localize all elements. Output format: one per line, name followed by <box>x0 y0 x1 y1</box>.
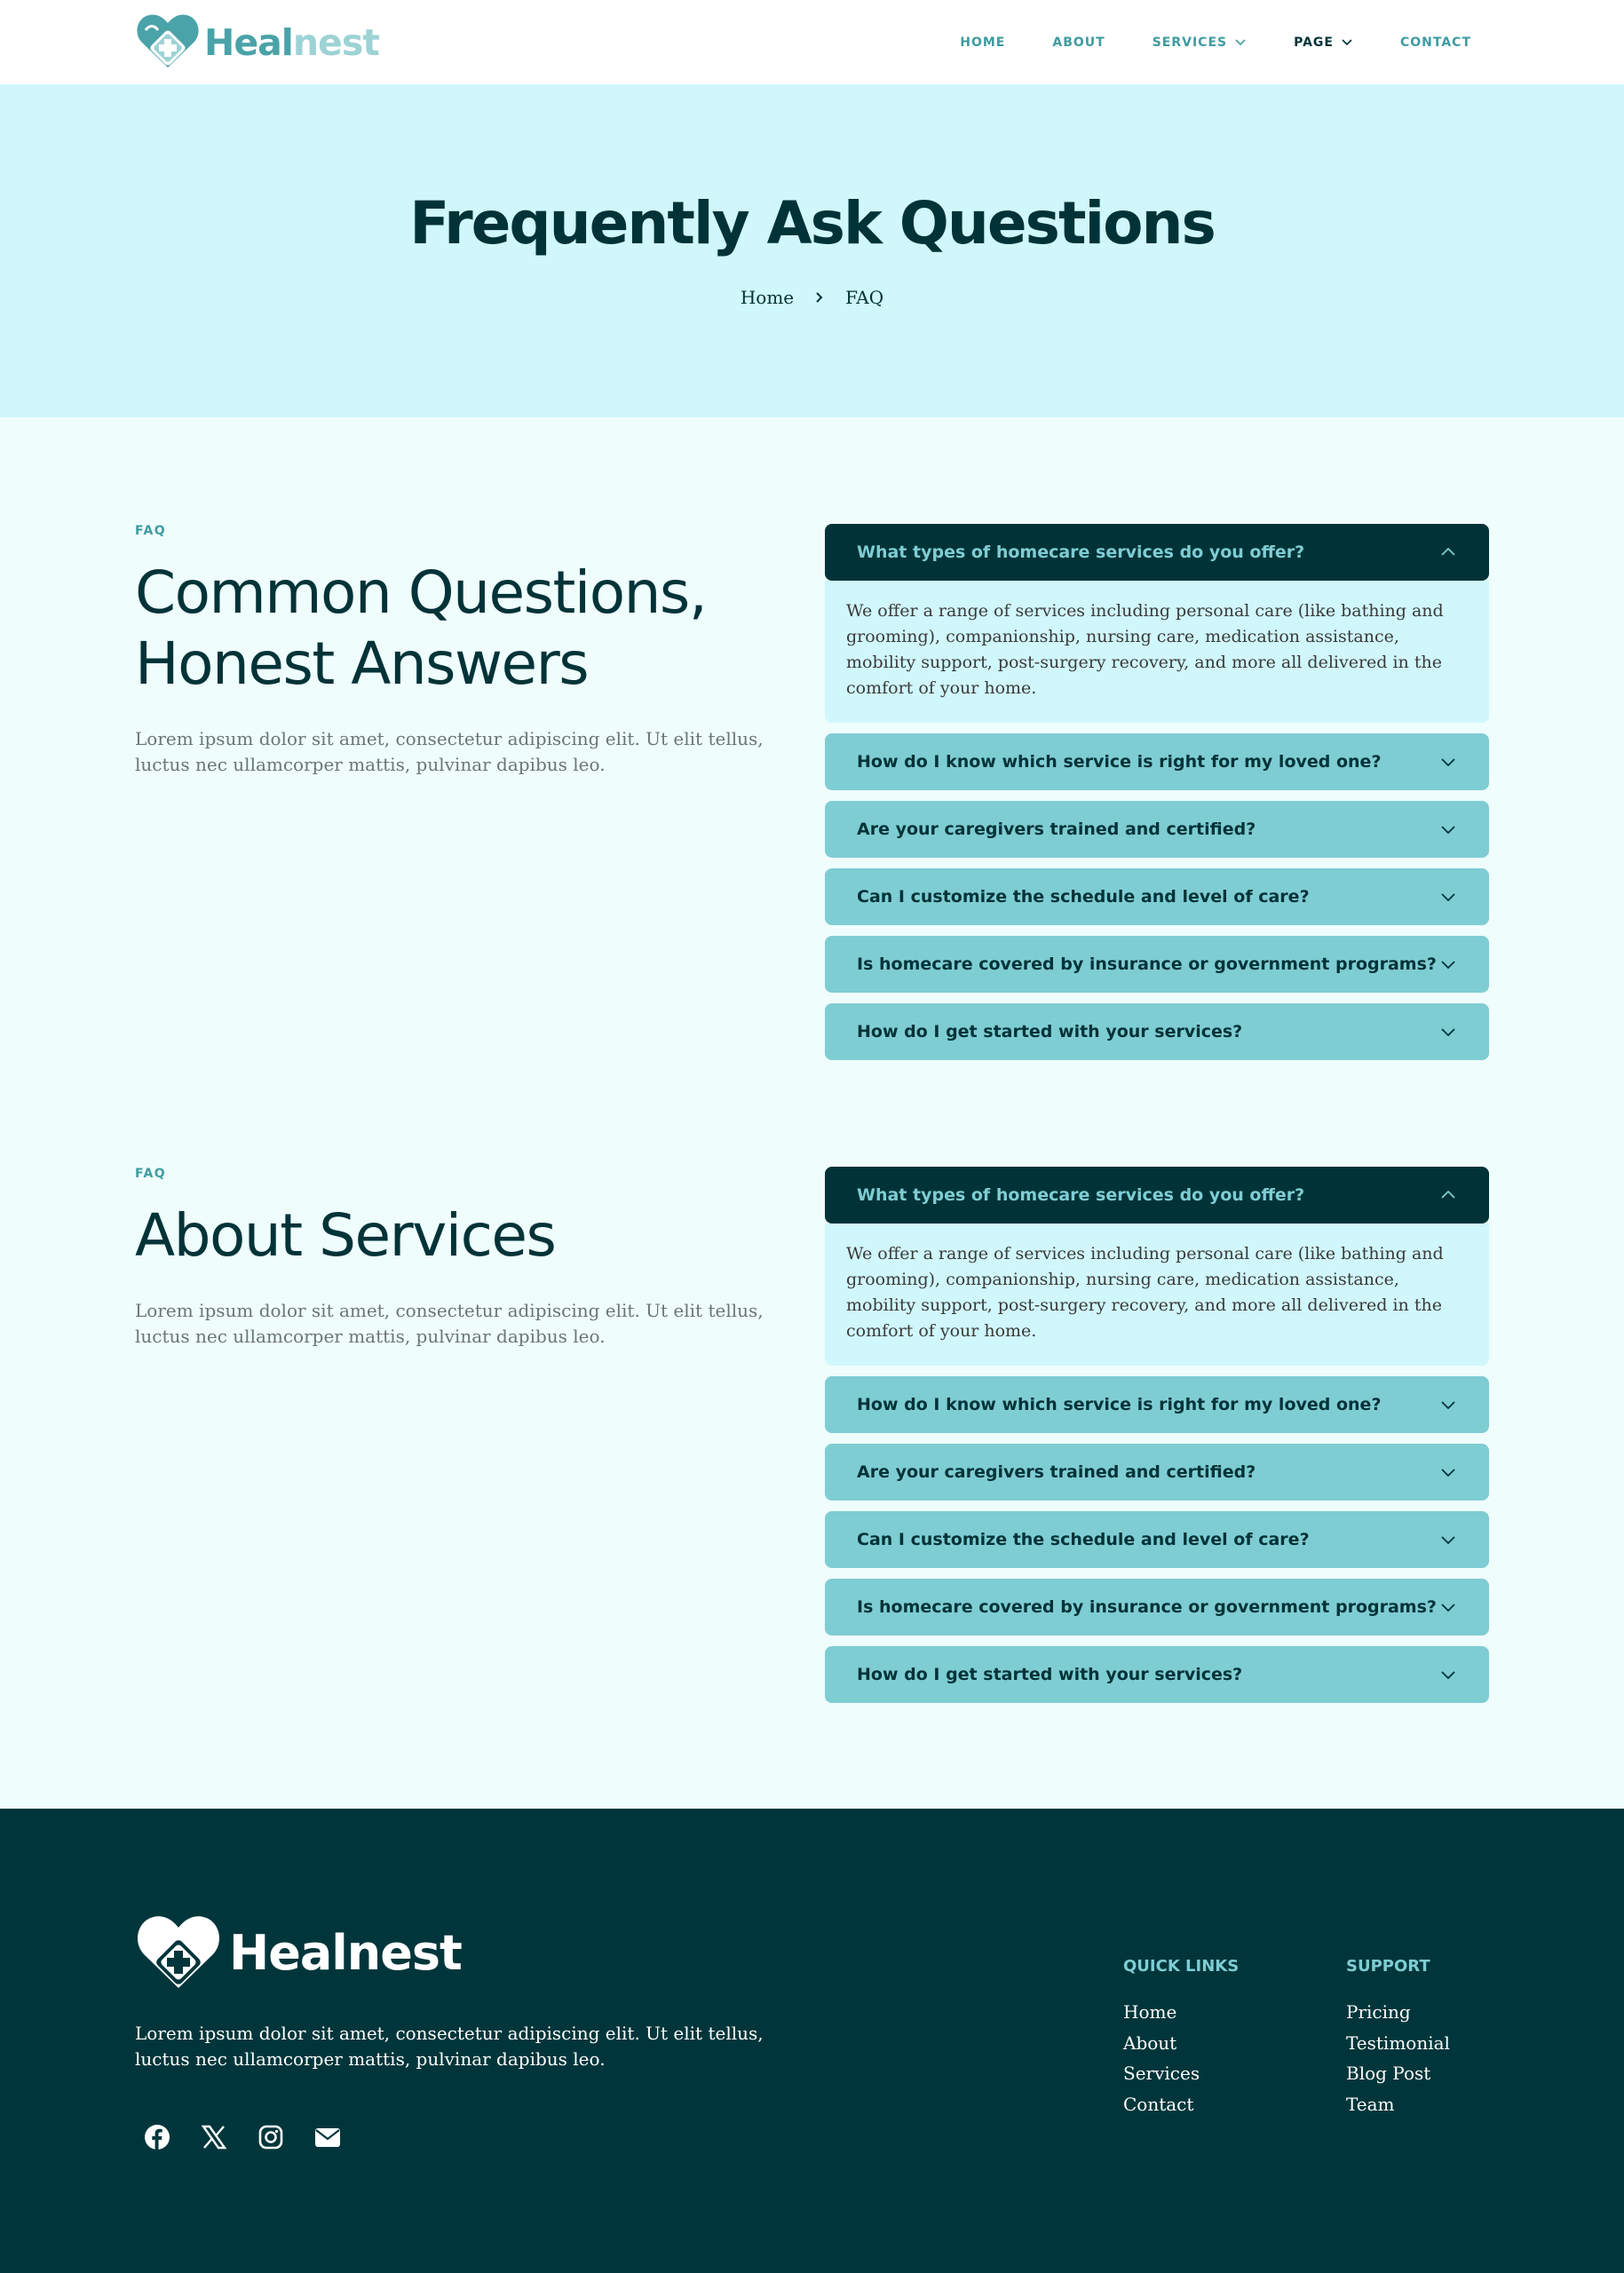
faq-question-toggle[interactable]: Can I customize the schedule and level of care? <box>825 868 1489 925</box>
faq-question-toggle[interactable]: How do I get started with your services? <box>825 1646 1489 1703</box>
main-nav <box>913 0 1471 84</box>
footer-link-services[interactable]: Services <box>1123 2063 1200 2084</box>
faq-item <box>825 1511 1489 1568</box>
footer-link-team[interactable]: Team <box>1346 2093 1395 2115</box>
social-links <box>144 2124 341 2150</box>
faq-item <box>825 936 1489 993</box>
chevron-up-icon <box>1439 543 1457 561</box>
footer-logo[interactable] <box>135 1913 462 1992</box>
section-description: Lorem ipsum dolor sit amet, consectetur adipiscing elit. Ut elit tellus, luctus nec ullamcorper mattis, pulvinar dapibus leo. <box>135 1300 764 1347</box>
chevron-down-icon <box>1439 1463 1457 1481</box>
envelope-icon[interactable] <box>314 2124 341 2150</box>
faq-answer: We offer a range of services including personal care (like bathing and grooming), companionship, nursing care, medication assistance, mobility support, post-surgery recovery, and more all delivered in the comfort of your home. <box>825 1224 1489 1366</box>
breadcrumb <box>0 287 1624 308</box>
faq-question-toggle[interactable]: Are your caregivers trained and certified? <box>825 1444 1489 1501</box>
faq-item <box>825 1376 1489 1433</box>
section-title: Common Questions, Honest Answers <box>135 558 707 698</box>
chevron-down-icon <box>1439 955 1457 973</box>
nav-about[interactable]: ABOUT <box>1052 35 1105 50</box>
footer-link-pricing[interactable]: Pricing <box>1346 2001 1411 2023</box>
nav-contact[interactable]: CONTACT <box>1399 35 1471 50</box>
faq-question-toggle[interactable]: What types of homecare services do you offer? <box>825 1167 1489 1224</box>
instagram-icon[interactable] <box>257 2124 284 2150</box>
breadcrumb-home[interactable]: Home <box>740 287 795 308</box>
footer-link-contact[interactable]: Contact <box>1123 2093 1194 2115</box>
chevron-right-icon <box>813 291 826 304</box>
faq-question-toggle[interactable]: How do I know which service is right for my loved one? <box>825 733 1489 790</box>
facebook-icon[interactable] <box>144 2124 170 2150</box>
chevron-down-icon <box>1341 36 1353 49</box>
chevron-up-icon <box>1439 1186 1457 1204</box>
faq-accordion <box>825 524 1489 1071</box>
section-eyebrow: FAQ <box>135 1167 167 1181</box>
chevron-down-icon <box>1439 1598 1457 1616</box>
faq-item <box>825 1167 1489 1366</box>
chevron-down-icon <box>1439 820 1457 838</box>
chevron-down-icon <box>1439 888 1457 906</box>
footer-description: Lorem ipsum dolor sit amet, consectetur adipiscing elit. Ut elit tellus, luctus nec ullamcorper mattis, pulvinar dapibus leo. <box>135 2023 764 2070</box>
footer-support <box>1346 1957 1450 2119</box>
nav-services[interactable]: SERVICES <box>1153 36 1247 50</box>
footer-brand-name: Healnest <box>229 1924 462 1981</box>
chevron-down-icon <box>1234 36 1247 49</box>
footer-column-heading: QUICK LINKS <box>1123 1957 1240 1976</box>
faq-section-common <box>135 524 1489 1041</box>
footer-quick-links <box>1123 1957 1239 2119</box>
faq-question-toggle[interactable]: Is homecare covered by insurance or government programs? <box>825 1579 1489 1635</box>
faq-answer: We offer a range of services including personal care (like bathing and grooming), companionship, nursing care, medication assistance, mobility support, post-surgery recovery, and more all delivered in the comfort of your home. <box>825 581 1489 723</box>
faq-item <box>825 1579 1489 1635</box>
footer-link-about[interactable]: About <box>1123 2031 1177 2054</box>
section-description: Lorem ipsum dolor sit amet, consectetur adipiscing elit. Ut elit tellus, luctus nec ullamcorper mattis, pulvinar dapibus leo. <box>135 728 764 775</box>
faq-question-toggle[interactable]: What types of homecare services do you offer? <box>825 524 1489 581</box>
brand-name: Healnest <box>204 21 379 64</box>
faq-question-toggle[interactable]: Are your caregivers trained and certified? <box>825 801 1489 858</box>
nav-page[interactable]: PAGE <box>1294 36 1353 50</box>
section-eyebrow: FAQ <box>135 524 167 538</box>
breadcrumb-current: FAQ <box>845 287 884 308</box>
faq-item <box>825 801 1489 858</box>
chevron-down-icon <box>1439 1023 1457 1041</box>
chevron-down-icon <box>1439 753 1457 771</box>
nav-home[interactable]: HOME <box>960 35 1006 50</box>
chevron-down-icon <box>1439 1666 1457 1683</box>
faq-question-toggle[interactable]: How do I know which service is right for my loved one? <box>825 1376 1489 1433</box>
faq-item <box>825 524 1489 723</box>
heart-plus-logo-icon <box>135 12 201 71</box>
site-header <box>0 0 1624 84</box>
footer-column-heading: SUPPORT <box>1346 1957 1430 1976</box>
chevron-down-icon <box>1439 1396 1457 1414</box>
page-hero <box>0 84 1624 417</box>
faq-item <box>825 1646 1489 1703</box>
faq-question-toggle[interactable]: Is homecare covered by insurance or government programs? <box>825 936 1489 993</box>
heart-plus-logo-icon <box>135 1913 222 1992</box>
faq-item <box>825 868 1489 925</box>
faq-item <box>825 733 1489 790</box>
section-title: About Services <box>135 1201 556 1270</box>
footer-link-blog-post[interactable]: Blog Post <box>1346 2063 1431 2084</box>
faq-question-toggle[interactable]: How do I get started with your services? <box>825 1003 1489 1060</box>
faq-question-toggle[interactable]: Can I customize the schedule and level of care? <box>825 1511 1489 1568</box>
faq-accordion <box>825 1167 1489 1714</box>
site-footer <box>0 1809 1624 2273</box>
x-icon[interactable] <box>201 2124 227 2150</box>
chevron-down-icon <box>1439 1531 1457 1548</box>
page-title: Frequently Ask Questions <box>409 189 1215 257</box>
footer-link-home[interactable]: Home <box>1123 2001 1177 2023</box>
faq-section-services <box>135 1167 1489 1684</box>
faq-item <box>825 1003 1489 1060</box>
faq-item <box>825 1444 1489 1501</box>
logo[interactable] <box>135 12 379 71</box>
footer-link-testimonial[interactable]: Testimonial <box>1346 2031 1450 2054</box>
